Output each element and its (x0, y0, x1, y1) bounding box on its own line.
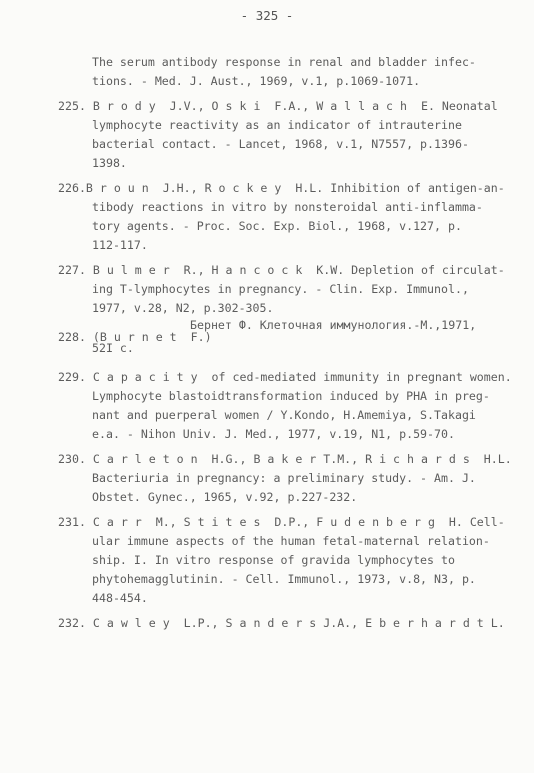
reference-227: 227. B u l m e r R., H a n c o c k K.W. Depletion of circulat- (58, 263, 505, 277)
text-line: 1398. (92, 156, 127, 170)
text-line: Obstet. Gynec., 1965, v.92, p.227-232. (92, 490, 358, 504)
text-line: 52I с. (92, 341, 134, 355)
text-line: tory agents. - Proc. Soc. Exp. Biol., 1968, v.127, p. (92, 219, 462, 233)
text-line: tibody reactions in vitro by nonsteroidal anti-inflamma- (92, 200, 483, 214)
reference-226: 226.B r o u n J.H., R o c k e y H.L. Inhibition of antigen-an- (58, 181, 505, 195)
text-line: ship. I. In vitro response of gravida lymphocytes to (92, 553, 455, 567)
text-line: lymphocyte reactivity as an indicator of intrauterine (92, 118, 462, 132)
text-line: nant and puerperal women / Y.Kondo, H.Amemiya, S.Takagi (92, 408, 476, 422)
text-line: e.a. - Nihon Univ. J. Med., 1977, v.19, N1, p.59-70. (92, 427, 455, 441)
page-number: - 325 - (240, 8, 294, 23)
text-line: phytohemagglutinin. - Cell. Immunol., 1973, v.8, N3, p. (92, 572, 476, 586)
text-line: 1977, v.28, N2, p.302-305. (92, 301, 274, 315)
text-line: The serum antibody response in renal and bladder infec- (92, 55, 476, 69)
text-line: ing T-lymphocytes in pregnancy. - Clin. Exp. Immunol., (92, 282, 469, 296)
text-line: ular immune aspects of the human fetal-maternal relation- (92, 534, 490, 548)
text-line: 112-117. (92, 238, 148, 252)
reference-225: 225. B r o d y J.V., O s k i F.A., W a l l a c h E. Neonatal (58, 99, 498, 113)
reference-231: 231. C a r r M., S t i t e s D.P., F u d e n b e r g H. Cell- (58, 515, 505, 529)
text-line: Bacteriuria in pregnancy: a preliminary study. - Am. J. (92, 471, 476, 485)
reference-232: 232. C a w l e y L.P., S a n d e r s J.A., E b e r h a r d t L. (58, 616, 505, 630)
text-line: 448-454. (92, 591, 148, 605)
text-line: bacterial contact. - Lancet, 1968, v.1, N7557, p.1396- (92, 137, 469, 151)
text-line: Lymphocyte blastoidtransformation induced by PHA in preg- (92, 389, 490, 403)
reference-228: 228. (B u r n e t F.) (58, 330, 212, 344)
reference-230: 230. C a r l e t o n H.G., B a k e r T.M., R i c h a r d s H.L. (58, 452, 512, 466)
text-line: tions. - Med. J. Aust., 1969, v.1, p.1069-1071. (92, 74, 421, 88)
text-line: Бернет Ф. Клеточная иммунология.-М.,1971, (190, 318, 477, 332)
reference-229: 229. C a p a c i t y of ced-mediated immunity in pregnant women. (58, 370, 512, 384)
